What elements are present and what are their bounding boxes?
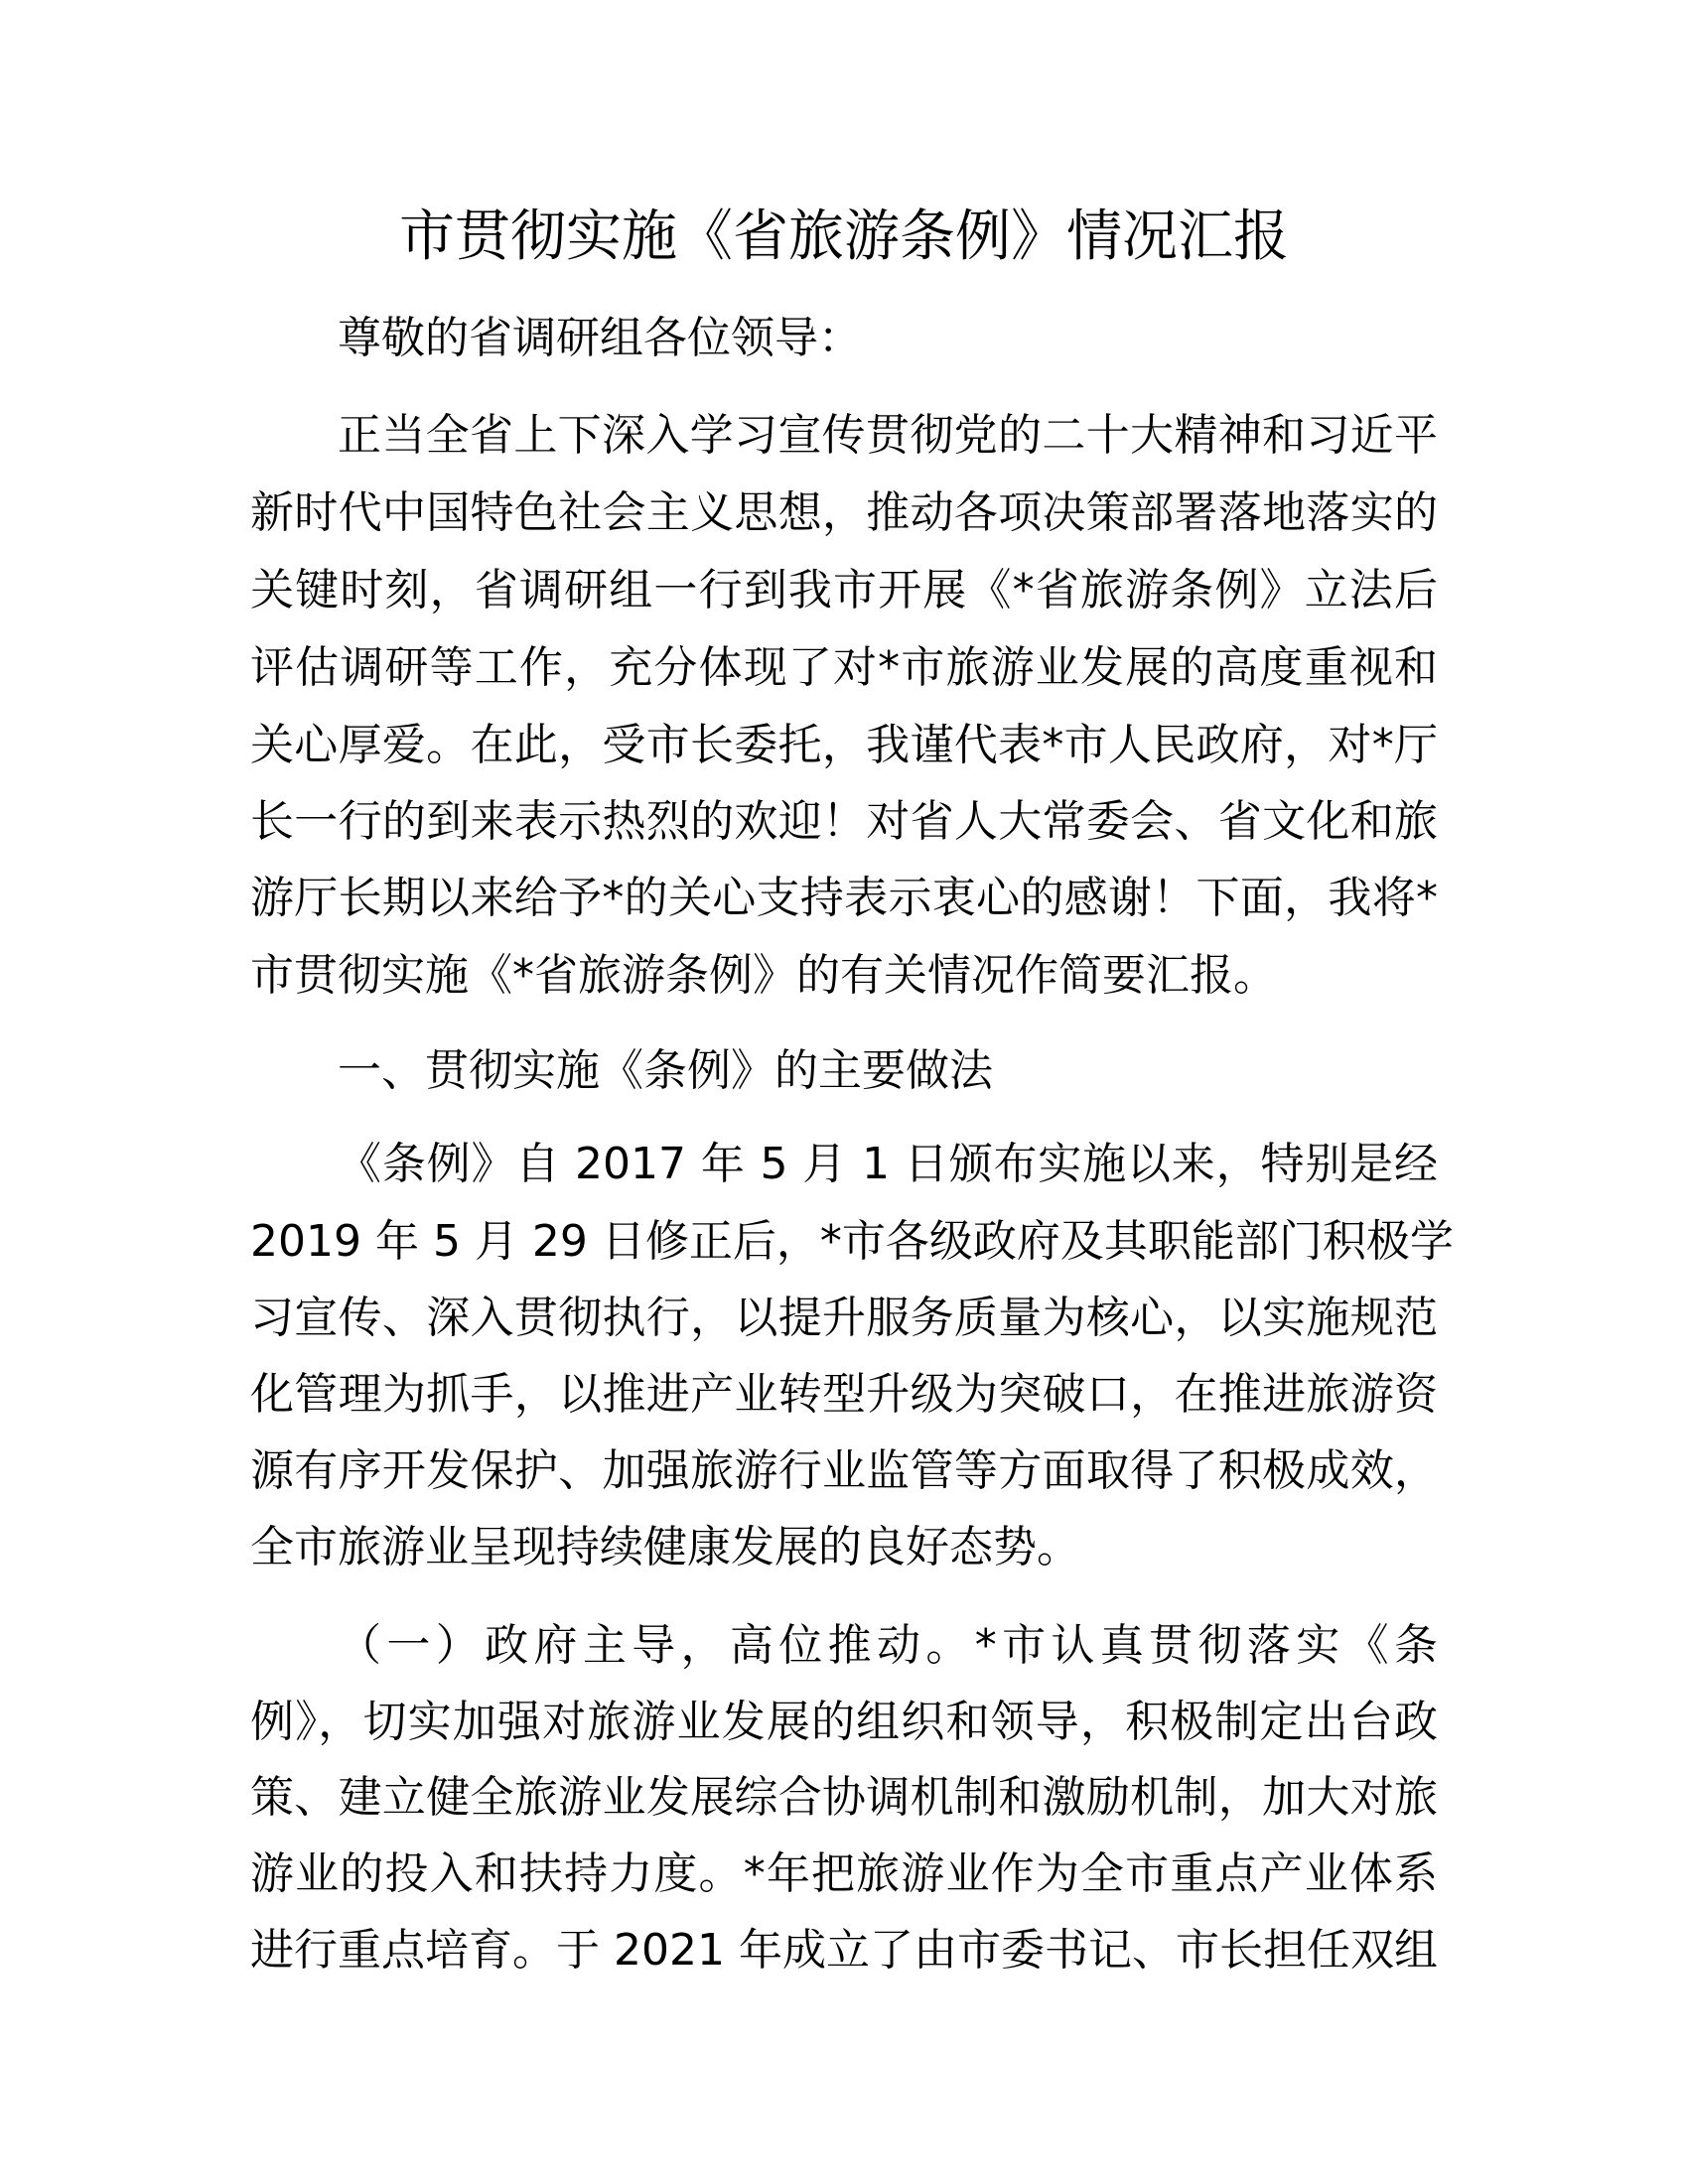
paragraph-line: 化管理为抓手，以推进产业转型升级为突破口，在推进旅游资 [250,1369,1438,1420]
salutation: 尊敬的省调研组各位领导： [338,313,862,363]
paragraph-line: 市贯彻实施《*省旅游条例》的有关情况作简要汇报。 [250,950,1277,1001]
section-heading: 一、贯彻实施《条例》的主要做法 [338,1045,993,1096]
paragraph-line: 正当全省上下深入学习宣传贯彻党的二十大精神和习近平 [338,410,1438,461]
document-title: 市贯彻实施《省旅游条例》情况汇报 [399,205,1289,269]
paragraph-line: 习宣传、深入贯彻执行，以提升服务质量为核心，以实施规范 [250,1293,1438,1343]
paragraph-line: 关心厚爱。在此，受市长委托，我谨代表*市人民政府，对*厅 [250,720,1438,770]
paragraph-line: 长一行的到来表示热烈的欢迎！对省人大常委会、省文化和旅 [250,796,1438,847]
paragraph-line: 进行重点培育。于 2021 年成立了由市委书记、市长担任双组 [250,1925,1438,1976]
paragraph-line: 策、建立健全旅游业发展综合协调机制和激励机制，加大对旅 [250,1772,1438,1823]
paragraph-line: 新时代中国特色社会主义思想，推动各项决策部署落地落实的 [250,487,1438,538]
paragraph-line: 关键时刻，省调研组一行到我市开展《*省旅游条例》立法后 [250,565,1438,615]
paragraph-line: 2019 年 5 月 29 日修正后，*市各级政府及其职能部门积极学 [250,1216,1454,1267]
paragraph-line: 评估调研等工作，充分体现了对*市旅游业发展的高度重视和 [250,642,1438,693]
paragraph-line: 《条例》自 2017 年 5 月 1 日颁布实施以来，特别是经 [338,1139,1438,1189]
paragraph-line: （一）政府主导，高位推动。*市认真贯彻落实《条 [338,1620,1438,1671]
paragraph-line: 全市旅游业呈现持续健康发展的良好态势。 [250,1522,1080,1572]
paragraph-line: 源有序开发保护、加强旅游行业监管等方面取得了积极成效， [250,1445,1438,1496]
paragraph-line: 游业的投入和扶持力度。*年把旅游业作为全市重点产业体系 [250,1848,1438,1899]
paragraph-line: 游厅长期以来给予*的关心支持表示衷心的感谢！下面，我将* [250,873,1438,923]
paragraph-line: 例》，切实加强对旅游业发展的组织和领导，积极制定出台政 [250,1697,1438,1747]
